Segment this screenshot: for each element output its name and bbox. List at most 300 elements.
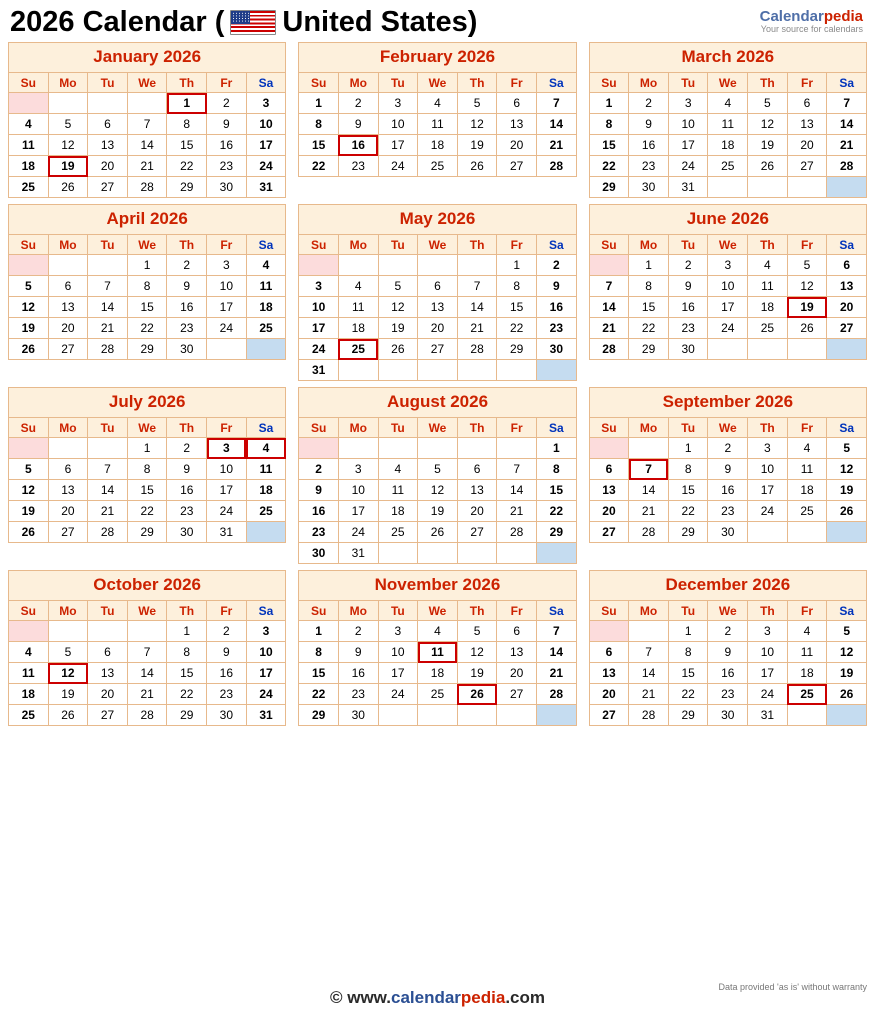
week-row — [589, 459, 866, 480]
day-cell: 15 — [299, 663, 339, 684]
day-cell: 3 — [207, 255, 247, 276]
weekday-header: Mo — [629, 235, 669, 255]
day-cell: 13 — [589, 663, 629, 684]
day-cell: 10 — [207, 459, 247, 480]
week-row — [589, 642, 866, 663]
day-cell: 30 — [668, 339, 708, 360]
day-cell: 13 — [48, 297, 88, 318]
day-cell: 18 — [338, 318, 378, 339]
day-cell: 20 — [589, 684, 629, 705]
day-cell: 23 — [668, 318, 708, 339]
week-row — [9, 684, 286, 705]
day-cell: 21 — [88, 501, 128, 522]
day-cell-empty — [299, 255, 339, 276]
weekday-header: Tu — [88, 601, 128, 621]
month-table — [8, 72, 286, 198]
day-cell: 11 — [9, 663, 49, 684]
day-cell: 27 — [88, 705, 128, 726]
day-cell: 13 — [787, 114, 827, 135]
month-block — [298, 42, 576, 198]
day-cell: 18 — [418, 663, 458, 684]
weekday-header: Su — [589, 418, 629, 438]
day-cell-empty — [338, 438, 378, 459]
day-cell: 6 — [88, 642, 128, 663]
day-cell-empty — [748, 522, 788, 543]
day-cell: 1 — [668, 438, 708, 459]
month-title: January 2026 — [8, 42, 286, 72]
week-row — [299, 501, 576, 522]
day-cell-empty — [127, 621, 167, 642]
weekday-header: Mo — [629, 73, 669, 93]
day-cell: 12 — [827, 642, 867, 663]
day-cell: 5 — [457, 621, 497, 642]
month-table — [298, 72, 576, 177]
weekday-header: Su — [589, 601, 629, 621]
day-cell: 19 — [827, 480, 867, 501]
day-cell: 16 — [536, 297, 576, 318]
month-title: April 2026 — [8, 204, 286, 234]
weekday-header: Mo — [629, 601, 669, 621]
day-cell: 4 — [9, 114, 49, 135]
weekday-header: Mo — [338, 418, 378, 438]
day-cell: 12 — [378, 297, 418, 318]
month-block — [589, 204, 867, 381]
day-cell: 28 — [88, 522, 128, 543]
month-title: May 2026 — [298, 204, 576, 234]
day-cell-empty — [9, 255, 49, 276]
day-cell-empty — [418, 543, 458, 564]
day-cell: 26 — [48, 705, 88, 726]
day-cell: 21 — [629, 684, 669, 705]
day-cell: 19 — [48, 684, 88, 705]
day-cell: 22 — [589, 156, 629, 177]
week-row — [299, 459, 576, 480]
day-cell: 13 — [88, 135, 128, 156]
day-cell: 28 — [536, 156, 576, 177]
day-cell: 1 — [668, 621, 708, 642]
weekday-header: Fr — [207, 235, 247, 255]
day-cell: 1 — [589, 93, 629, 114]
weekday-header: Sa — [246, 73, 286, 93]
day-cell: 30 — [708, 705, 748, 726]
weekday-header: Sa — [536, 418, 576, 438]
week-row — [9, 177, 286, 198]
day-cell-empty — [418, 360, 458, 381]
day-cell: 29 — [536, 522, 576, 543]
day-cell: 3 — [748, 621, 788, 642]
day-cell: 10 — [246, 114, 286, 135]
weekday-header: Sa — [536, 73, 576, 93]
day-cell: 11 — [787, 642, 827, 663]
day-cell: 24 — [246, 156, 286, 177]
day-cell: 27 — [787, 156, 827, 177]
day-cell: 28 — [629, 705, 669, 726]
day-cell: 6 — [787, 93, 827, 114]
day-cell: 29 — [668, 705, 708, 726]
weekday-header: We — [127, 601, 167, 621]
day-cell: 17 — [207, 297, 247, 318]
brand-name — [760, 9, 863, 25]
day-cell: 22 — [299, 156, 339, 177]
footer-disclaimer: Data provided 'as is' without warranty — [718, 982, 867, 992]
day-cell: 11 — [9, 135, 49, 156]
week-row — [9, 621, 286, 642]
month-title: September 2026 — [589, 387, 867, 417]
day-cell: 27 — [589, 522, 629, 543]
weekday-header: Tu — [378, 235, 418, 255]
day-cell: 1 — [299, 621, 339, 642]
day-cell: 9 — [338, 642, 378, 663]
day-cell-empty — [48, 621, 88, 642]
day-cell: 3 — [246, 93, 286, 114]
month-block — [298, 387, 576, 564]
day-cell-empty — [418, 438, 458, 459]
week-row — [589, 621, 866, 642]
weekday-header: Su — [299, 601, 339, 621]
weekday-header: Mo — [48, 601, 88, 621]
day-cell: 25 — [748, 318, 788, 339]
month-table — [589, 417, 867, 543]
day-cell: 27 — [827, 318, 867, 339]
footer-copyright-blue: calendar — [390, 988, 461, 1007]
day-cell: 9 — [668, 276, 708, 297]
weekday-header: Tu — [378, 73, 418, 93]
day-cell: 15 — [497, 297, 537, 318]
page-title-country: United States) — [282, 5, 478, 38]
day-cell: 23 — [299, 522, 339, 543]
day-cell: 2 — [708, 438, 748, 459]
week-row — [9, 642, 286, 663]
day-cell: 21 — [127, 156, 167, 177]
day-cell: 22 — [167, 684, 207, 705]
day-cell: 14 — [629, 663, 669, 684]
day-cell: 22 — [668, 684, 708, 705]
day-cell: 12 — [418, 480, 458, 501]
day-cell-holiday: 25 — [787, 684, 827, 705]
day-cell: 5 — [48, 114, 88, 135]
week-row — [589, 438, 866, 459]
day-cell-holiday: 4 — [246, 438, 286, 459]
day-cell: 30 — [629, 177, 669, 198]
day-cell: 27 — [418, 339, 458, 360]
weekday-header: Sa — [827, 601, 867, 621]
weekday-header: Mo — [338, 235, 378, 255]
day-cell: 26 — [9, 339, 49, 360]
day-cell: 6 — [589, 459, 629, 480]
day-cell: 9 — [299, 480, 339, 501]
day-cell: 6 — [48, 276, 88, 297]
week-row — [589, 276, 866, 297]
page-title — [10, 6, 477, 39]
day-cell: 25 — [9, 705, 49, 726]
day-cell-empty — [589, 621, 629, 642]
day-cell: 22 — [629, 318, 669, 339]
day-cell: 9 — [338, 114, 378, 135]
week-row — [299, 480, 576, 501]
day-cell-holiday: 26 — [457, 684, 497, 705]
weekday-header: Sa — [827, 235, 867, 255]
day-cell: 21 — [536, 135, 576, 156]
day-cell: 25 — [9, 177, 49, 198]
day-cell: 22 — [299, 684, 339, 705]
day-cell: 13 — [457, 480, 497, 501]
day-cell-empty — [418, 705, 458, 726]
day-cell: 24 — [708, 318, 748, 339]
day-cell: 5 — [9, 276, 49, 297]
day-cell: 16 — [338, 663, 378, 684]
day-cell: 19 — [378, 318, 418, 339]
day-cell: 19 — [827, 663, 867, 684]
day-cell: 20 — [418, 318, 458, 339]
day-cell: 6 — [589, 642, 629, 663]
weekday-header: Mo — [338, 73, 378, 93]
day-cell: 19 — [418, 501, 458, 522]
day-cell: 28 — [457, 339, 497, 360]
week-row — [589, 339, 866, 360]
day-cell: 20 — [497, 135, 537, 156]
month-block — [8, 387, 286, 564]
day-cell: 7 — [536, 93, 576, 114]
day-cell: 15 — [167, 135, 207, 156]
day-cell: 30 — [708, 522, 748, 543]
day-cell: 25 — [418, 684, 458, 705]
day-cell: 7 — [497, 459, 537, 480]
day-cell: 4 — [378, 459, 418, 480]
day-cell: 6 — [497, 621, 537, 642]
day-cell: 6 — [88, 114, 128, 135]
day-cell-empty — [457, 255, 497, 276]
day-cell: 20 — [457, 501, 497, 522]
day-cell-empty — [629, 621, 669, 642]
day-cell: 29 — [127, 522, 167, 543]
day-cell: 26 — [418, 522, 458, 543]
weekday-header: We — [708, 73, 748, 93]
day-cell: 27 — [88, 177, 128, 198]
day-cell-empty — [827, 339, 867, 360]
month-table — [589, 234, 867, 360]
day-cell: 3 — [299, 276, 339, 297]
day-cell: 18 — [787, 480, 827, 501]
day-cell: 5 — [787, 255, 827, 276]
day-cell-empty — [536, 543, 576, 564]
day-cell-holiday: 16 — [338, 135, 378, 156]
day-cell: 11 — [338, 297, 378, 318]
day-cell: 5 — [827, 621, 867, 642]
day-cell: 3 — [668, 93, 708, 114]
day-cell-empty — [48, 93, 88, 114]
day-cell: 1 — [536, 438, 576, 459]
day-cell: 14 — [497, 480, 537, 501]
day-cell: 18 — [9, 684, 49, 705]
day-cell: 17 — [748, 663, 788, 684]
day-cell: 2 — [536, 255, 576, 276]
day-cell: 9 — [207, 642, 247, 663]
day-cell: 13 — [48, 480, 88, 501]
day-cell: 23 — [207, 156, 247, 177]
day-cell-empty — [748, 177, 788, 198]
day-cell: 29 — [127, 339, 167, 360]
weekday-header: We — [418, 601, 458, 621]
day-cell: 24 — [246, 684, 286, 705]
day-cell: 12 — [9, 480, 49, 501]
day-cell: 7 — [127, 114, 167, 135]
weekday-header: Fr — [787, 235, 827, 255]
week-row — [589, 156, 866, 177]
day-cell: 12 — [827, 459, 867, 480]
day-cell: 19 — [457, 135, 497, 156]
day-cell: 27 — [48, 339, 88, 360]
day-cell: 1 — [629, 255, 669, 276]
day-cell: 7 — [88, 459, 128, 480]
day-cell: 14 — [827, 114, 867, 135]
day-cell: 5 — [9, 459, 49, 480]
day-cell: 14 — [536, 114, 576, 135]
day-cell: 19 — [457, 663, 497, 684]
day-cell-empty — [787, 177, 827, 198]
weekday-header: Fr — [497, 73, 537, 93]
day-cell: 16 — [207, 135, 247, 156]
day-cell: 7 — [827, 93, 867, 114]
day-cell: 26 — [457, 156, 497, 177]
day-cell: 15 — [536, 480, 576, 501]
day-cell-empty — [9, 93, 49, 114]
day-cell: 29 — [629, 339, 669, 360]
day-cell: 3 — [378, 621, 418, 642]
day-cell: 18 — [9, 156, 49, 177]
day-cell: 31 — [246, 705, 286, 726]
day-cell: 20 — [827, 297, 867, 318]
month-title: December 2026 — [589, 570, 867, 600]
day-cell: 12 — [787, 276, 827, 297]
week-row — [299, 297, 576, 318]
day-cell: 2 — [629, 93, 669, 114]
day-cell: 6 — [497, 93, 537, 114]
day-cell: 15 — [589, 135, 629, 156]
day-cell: 12 — [457, 642, 497, 663]
week-row — [299, 276, 576, 297]
week-row — [9, 663, 286, 684]
day-cell: 8 — [668, 642, 708, 663]
weekday-header: Su — [9, 418, 49, 438]
day-cell-empty — [88, 255, 128, 276]
month-table — [298, 600, 576, 726]
day-cell-empty — [457, 360, 497, 381]
day-cell: 10 — [207, 276, 247, 297]
day-cell: 8 — [299, 642, 339, 663]
footer-copyright-pre: © www. — [329, 988, 391, 1007]
day-cell-empty — [88, 438, 128, 459]
day-cell: 7 — [127, 642, 167, 663]
day-cell: 27 — [457, 522, 497, 543]
day-cell: 21 — [457, 318, 497, 339]
week-row — [299, 522, 576, 543]
weekday-header: Tu — [88, 418, 128, 438]
day-cell: 8 — [127, 459, 167, 480]
day-cell: 29 — [167, 705, 207, 726]
day-cell: 31 — [338, 543, 378, 564]
day-cell: 1 — [127, 255, 167, 276]
day-cell-empty — [378, 360, 418, 381]
day-cell: 21 — [536, 663, 576, 684]
day-cell: 25 — [378, 522, 418, 543]
day-cell-empty — [827, 177, 867, 198]
day-cell-empty — [787, 522, 827, 543]
day-cell: 7 — [589, 276, 629, 297]
weekday-header: We — [708, 418, 748, 438]
week-row — [589, 114, 866, 135]
day-cell: 9 — [708, 642, 748, 663]
day-cell: 26 — [748, 156, 788, 177]
day-cell: 4 — [748, 255, 788, 276]
week-row — [589, 705, 866, 726]
day-cell: 6 — [827, 255, 867, 276]
day-cell-holiday: 1 — [167, 93, 207, 114]
month-block — [298, 570, 576, 726]
day-cell: 5 — [378, 276, 418, 297]
day-cell: 3 — [338, 459, 378, 480]
day-cell: 7 — [457, 276, 497, 297]
weekday-header: Sa — [536, 601, 576, 621]
day-cell: 31 — [299, 360, 339, 381]
day-cell: 5 — [418, 459, 458, 480]
day-cell: 6 — [48, 459, 88, 480]
day-cell: 17 — [708, 297, 748, 318]
day-cell: 8 — [536, 459, 576, 480]
day-cell: 11 — [708, 114, 748, 135]
day-cell: 21 — [497, 501, 537, 522]
day-cell: 17 — [246, 135, 286, 156]
day-cell: 2 — [299, 459, 339, 480]
month-table — [8, 417, 286, 543]
day-cell-empty — [497, 705, 537, 726]
day-cell: 12 — [48, 135, 88, 156]
day-cell-empty — [589, 255, 629, 276]
day-cell: 4 — [9, 642, 49, 663]
weekday-header: Tu — [88, 235, 128, 255]
weekday-header: Tu — [668, 418, 708, 438]
day-cell: 30 — [167, 522, 207, 543]
week-row — [299, 339, 576, 360]
day-cell: 31 — [207, 522, 247, 543]
weekday-header: Mo — [48, 418, 88, 438]
day-cell-empty — [827, 522, 867, 543]
weekday-header: We — [127, 235, 167, 255]
weekday-header: Su — [589, 73, 629, 93]
day-cell: 1 — [127, 438, 167, 459]
day-cell-empty — [748, 339, 788, 360]
day-cell: 20 — [787, 135, 827, 156]
day-cell: 26 — [827, 501, 867, 522]
weekday-header: Th — [748, 235, 788, 255]
day-cell: 21 — [127, 684, 167, 705]
weekday-header: Tu — [378, 418, 418, 438]
day-cell: 14 — [88, 480, 128, 501]
week-row — [299, 438, 576, 459]
day-cell: 23 — [207, 684, 247, 705]
weekday-header: Su — [589, 235, 629, 255]
month-title: October 2026 — [8, 570, 286, 600]
day-cell: 11 — [748, 276, 788, 297]
day-cell: 24 — [207, 318, 247, 339]
brand-tagline: Your source for calendars — [760, 24, 863, 35]
day-cell: 4 — [418, 621, 458, 642]
day-cell: 10 — [338, 480, 378, 501]
month-title: July 2026 — [8, 387, 286, 417]
weekday-header: Sa — [827, 73, 867, 93]
footer-copyright-post: .com — [505, 988, 546, 1007]
day-cell: 9 — [207, 114, 247, 135]
day-cell: 29 — [668, 522, 708, 543]
